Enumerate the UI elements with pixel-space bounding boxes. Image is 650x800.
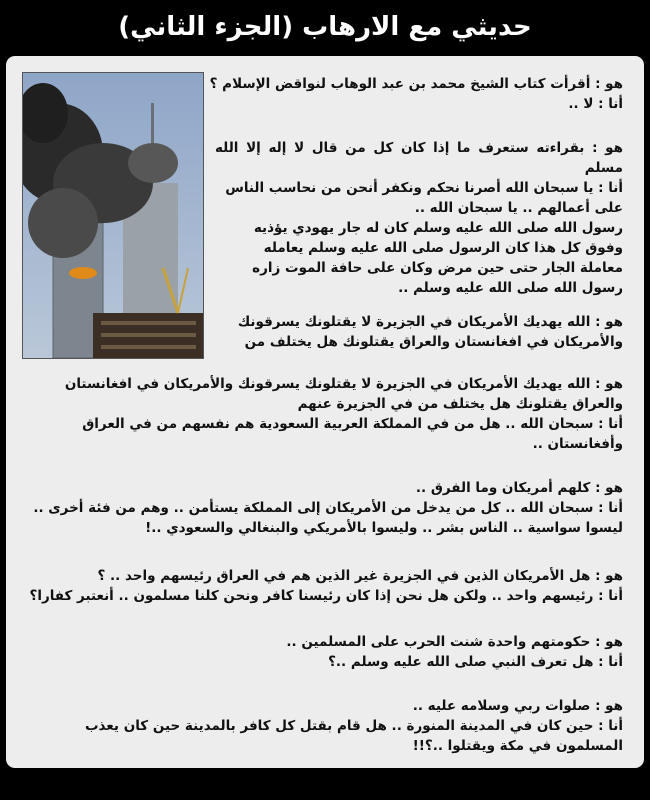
text-line: هو : حكومتهم واحدة شنت الحرب على المسلمين .. xyxy=(286,634,623,650)
dialogue-block-1 xyxy=(209,74,623,114)
text-line: أنا : هل تعرف النبي صلى الله عليه وسلم ..؟ xyxy=(328,654,623,670)
dialogue-block-3 xyxy=(215,312,623,352)
text-line: هو : الله يهديك الأمريكان في الجزيرة لا يقتلونك يسرقونك xyxy=(237,314,623,330)
dialogue-block-4 xyxy=(16,374,623,454)
page-title: حديثي مع الارهاب (الجزء الثاني) xyxy=(118,12,532,42)
title-bar xyxy=(0,0,650,54)
text-line: هو : صلوات ربي وسلامه عليه .. xyxy=(412,698,623,714)
text-line: أنا : سبحان الله .. كل من يدخل من الأمريكان إلى المملكة يستأمن .. وهم من فئة أخرى .. xyxy=(33,500,623,516)
dialogue-block-8 xyxy=(16,696,623,756)
text-line: هو : كلهم أمريكان وما الفرق .. xyxy=(415,480,623,496)
text-line: أنا : حين كان في المدينة المنورة .. هل قام بقتل كل كافر بالمدينة حين كان يعذب xyxy=(84,718,623,734)
text-line: والعراق يقتلونك هل يختلف من في الجزيرة عنهم xyxy=(297,396,623,412)
text-line: هو : بقراءته ستعرف ما إذا كان كل من قال لا إله إلا الله مسلم xyxy=(215,140,623,176)
wtc-photo-illustration xyxy=(23,73,203,358)
text-line: أنا : رئيسهم واحد .. ولكن هل نحن إذا كان رئيسنا كافر ونحن كلنا مسلمون .. أنعتبر كفارا؟ xyxy=(29,588,623,604)
bottom-bar xyxy=(0,770,650,800)
text-line: هو : أقرأت كتاب الشيخ محمد بن عبد الوهاب لنواقض الإسلام ؟ xyxy=(209,76,623,92)
text-line: رسول الله صلى الله عليه وسلم كان له جار يهودي يؤذيه xyxy=(253,220,623,236)
text-line: معاملة الجار حتى حين مرض وكان على حافة الموت زاره xyxy=(252,260,623,276)
text-line: ليسوا سواسية .. الناس بشر .. وليسوا بالأمريكي والبنغالي والسعودي ..! xyxy=(145,520,623,536)
text-line: أنا : سبحان الله .. هل من في المملكة العربية السعودية هم نفسهم من في العراق xyxy=(82,416,623,432)
text-line: والأمريكان في افغانستان والعراق يقتلونك هل يختلف من xyxy=(244,334,623,350)
text-line: على أعمالهم .. يا سبحان الله .. xyxy=(414,200,623,216)
dialogue-block-2 xyxy=(215,138,623,298)
text-line: المسلمون في مكة ويقتلوا ..؟!! xyxy=(412,738,623,754)
text-line: هو : هل الأمريكان الذين في الجزيرة غير الذين هم في العراق رئيسهم واحد .. ؟ xyxy=(97,568,623,584)
text-line: وفوق كل هذا كان الرسول صلى الله عليه وسلم يعامله xyxy=(263,240,623,256)
text-line: رسول الله صلى الله عليه وسلم .. xyxy=(398,280,623,296)
dialogue-block-6 xyxy=(16,566,623,606)
text-line: هو : الله يهديك الأمريكان في الجزيرة لا يقتلونك يسرقونك والأمريكان في افغانستان xyxy=(64,376,623,392)
text-line: وأفغانستان .. xyxy=(532,436,623,452)
text-line: أنا : لا .. xyxy=(568,96,623,112)
wtc-photo xyxy=(22,72,204,359)
dialogue-block-5 xyxy=(16,478,623,538)
text-line: أنا : يا سبحان الله أصرنا نحكم ونكفر أنحن من نحاسب الناس xyxy=(225,180,623,196)
dialogue-block-7 xyxy=(16,632,623,672)
